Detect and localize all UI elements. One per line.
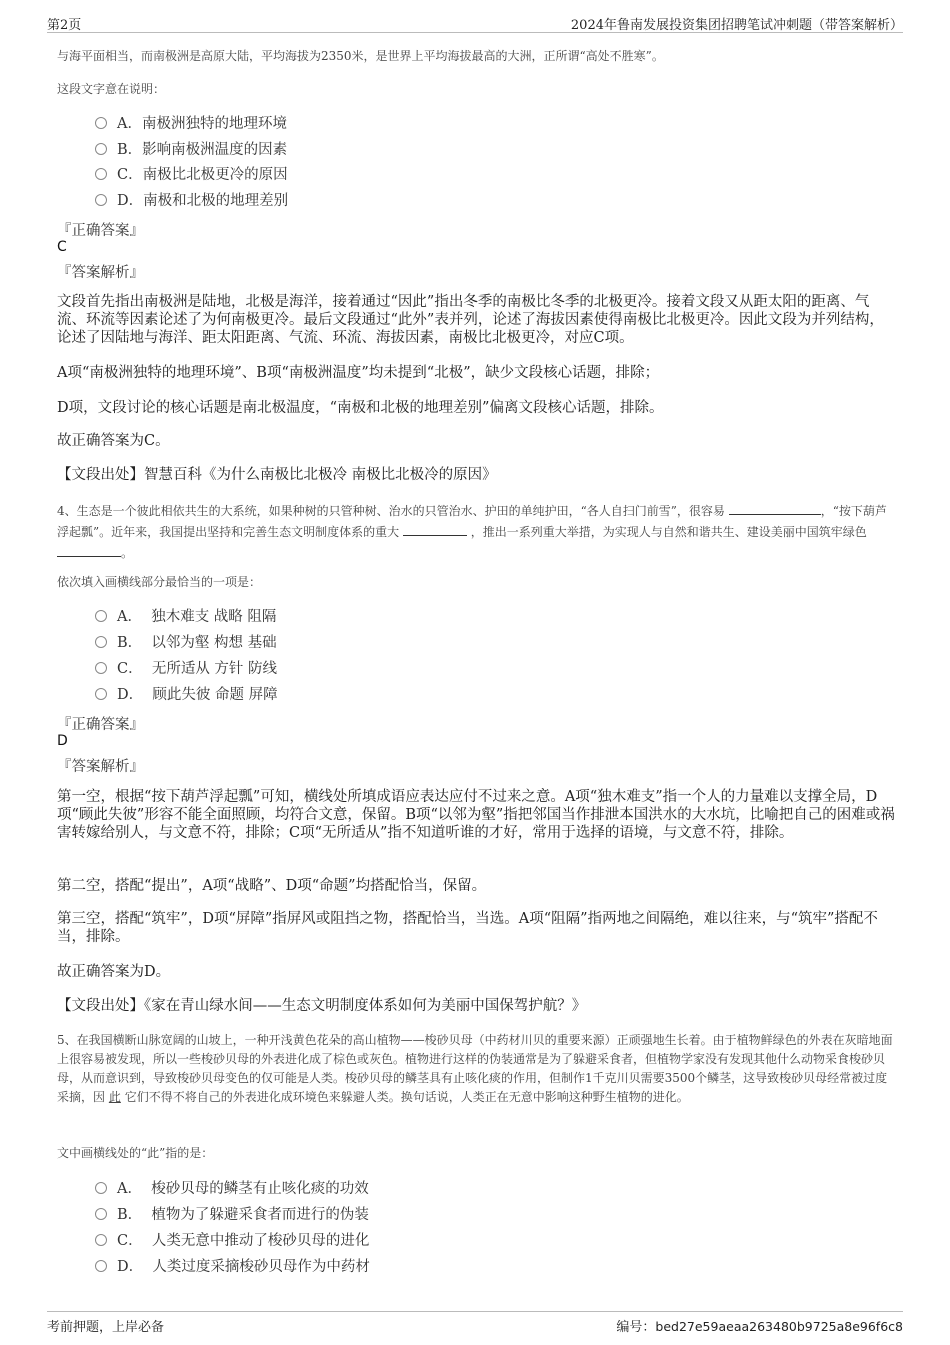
radio-icon[interactable] bbox=[95, 610, 107, 622]
q4-stem: 4、生态是一个彼此相依共生的大系统，如果种树的只管种树、治水的只管治水、护田的单纯护田，“各人自扫门前雪”，很容易 ，“按下葫芦浮起瓢”。近年来，我国提出坚持和完善生态文明制度体系的重大 ，推出一系列重大举措，为实现人与自然和谐共生、建设美丽中国筑牢绿色 。 bbox=[57, 500, 895, 563]
q3-analysis-p3: D项，文段讨论的核心话题是南北极温度，“南极和北极的地理差别”偏离文段核心话题，排除。 bbox=[57, 400, 664, 416]
q3-prompt: 这段文字意在说明： bbox=[57, 82, 166, 96]
radio-icon[interactable] bbox=[95, 194, 107, 206]
radio-icon[interactable] bbox=[95, 1234, 107, 1246]
q3-answer: C bbox=[57, 239, 67, 255]
radio-icon[interactable] bbox=[95, 1260, 107, 1272]
q5-prompt: 文中画横线处的“此”指的是： bbox=[57, 1146, 214, 1160]
q4-option-d[interactable]: D． 顾此失彼 命题 屏障 bbox=[95, 684, 278, 706]
footer-slogan: 考前押题，上岸必备 bbox=[47, 1320, 165, 1335]
page-number: 第2页 bbox=[47, 18, 82, 33]
q3-option-d[interactable]: D．南极和北极的地理差别 bbox=[95, 190, 288, 212]
radio-icon[interactable] bbox=[95, 168, 107, 180]
q3-answer-label: 『正确答案』 bbox=[57, 223, 144, 239]
page-footer bbox=[47, 1311, 903, 1336]
radio-icon[interactable] bbox=[95, 662, 107, 674]
q4-prompt: 依次填入画横线部分最恰当的一项是： bbox=[57, 575, 262, 589]
q3-analysis-p2: A项“南极洲独特的地理环境”、B项“南极洲温度”均未提到“北极”，缺少文段核心话题，排除； bbox=[57, 365, 660, 381]
q3-analysis-label: 『答案解析』 bbox=[57, 265, 144, 281]
q4-analysis-p2: 第二空，搭配“提出”，A项“战略”、D项“命题”均搭配恰当，保留。 bbox=[57, 878, 487, 894]
q4-analysis-p1: 第一空，根据“按下葫芦浮起瓢”可知，横线处所填成语应表达应付不过来之意。A项“独木难支”指一个人的力量难以支撑全局，D项“顾此失彼”形容不能全面照顾，均符合文意，保留。B项“以邻为壑”指把邻国当作排泄本国洪水的大水坑，比喻把自己的困难或祸害转嫁给别人，与文意不符，排除；C项“无所适从”指不知道听谁的才好，常用于选择的语境，与文意不符，排除。 bbox=[57, 789, 895, 841]
q5-option-c[interactable]: C． 人类无意中推动了梭砂贝母的进化 bbox=[95, 1230, 369, 1252]
q4-source: 【文段出处】《家在青山绿水间——生态文明制度体系如何为美丽中国保驾护航？》 bbox=[57, 998, 587, 1014]
q5-option-b[interactable]: B． 植物为了躲避采食者而进行的伪装 bbox=[95, 1204, 369, 1226]
q4-answer: D bbox=[57, 733, 68, 749]
q3-option-a[interactable]: A．南极洲独特的地理环境 bbox=[95, 113, 287, 135]
q4-option-b[interactable]: B． 以邻为壑 构想 基础 bbox=[95, 632, 277, 654]
q5-stem: 5、在我国横断山脉宽阔的山坡上，一种开浅黄色花朵的高山植物——梭砂贝母（中药材川贝的重要来源）正顽强地生长着。由于植物鲜绿色的外表在灰暗地面上很容易被发现，所以一些梭砂贝母的外表进化成了棕色或灰色。植物进行这样的伪装通常是为了躲避采食者，但植物学家没有发现其他什么动物采食梭砂贝母，从而意识到，导致梭砂贝母变色的仅可能是人类。梭砂贝母的鳞茎具有止咳化痰的作用，但制作1千克川贝需要3500个鳞茎，这导致梭砂贝母经常被过度采摘，因 此 它们不得不将自己的外表进化成环境色来躲避人类。换句话说，人类正在无意中影响这种野生植物的进化。 bbox=[57, 1033, 893, 1104]
blank-1 bbox=[729, 500, 821, 515]
q4-option-a[interactable]: A． 独木难支 战略 阻隔 bbox=[95, 606, 276, 628]
q4-analysis-p3: 第三空，搭配“筑牢”，D项“屏障”指屏风或阻挡之物，搭配恰当，当选。A项“阻隔”指两地之间隔绝，难以往来，与“筑牢”搭配不当，排除。 bbox=[57, 911, 878, 945]
radio-icon[interactable] bbox=[95, 117, 107, 129]
page-header bbox=[47, 12, 903, 33]
blank-3 bbox=[57, 542, 121, 557]
blank-2 bbox=[403, 521, 467, 536]
q3-source: 【文段出处】智慧百科《为什么南极比北极冷 南极比北极冷的原因》 bbox=[57, 467, 497, 483]
q4-option-c[interactable]: C． 无所适从 方针 防线 bbox=[95, 658, 277, 680]
q4-analysis-p4: 故正确答案为D。 bbox=[57, 964, 171, 980]
q3-analysis-p1: 文段首先指出南极洲是陆地，北极是海洋，接着通过“因此”指出冬季的南极比冬季的北极更冷。接着文段又从距太阳的距离、气流、环流等因素论述了为何南极更冷。最后文段通过“此外”表并列，论述了海拔因素使得南极比北极更冷。因此文段为并列结构，论述了因陆地与海洋、距太阳距离、气流、环流、海拔因素，南极比北极更冷，对应C项。 bbox=[57, 294, 884, 346]
underlined-word: 此 bbox=[108, 1090, 121, 1104]
q3-option-b[interactable]: B．影响南极洲温度的因素 bbox=[95, 139, 287, 161]
q4-analysis-label: 『答案解析』 bbox=[57, 759, 144, 775]
radio-icon[interactable] bbox=[95, 636, 107, 648]
document-title: 2024年鲁南发展投资集团招聘笔试冲刺题（带答案解析） bbox=[570, 18, 903, 33]
footer-code: 编号：bed27e59aeaa263480b9725a8e96f6c8 bbox=[616, 1319, 903, 1335]
radio-icon[interactable] bbox=[95, 688, 107, 700]
radio-icon[interactable] bbox=[95, 143, 107, 155]
q3-passage-tail: 与海平面相当，而南极洲是高原大陆，平均海拔为2350米，是世界上平均海拔最高的大洲，正所谓“高处不胜寒”。 bbox=[57, 49, 664, 63]
radio-icon[interactable] bbox=[95, 1182, 107, 1194]
q5-option-a[interactable]: A． 梭砂贝母的鳞茎有止咳化痰的功效 bbox=[95, 1178, 369, 1200]
radio-icon[interactable] bbox=[95, 1208, 107, 1220]
q3-analysis-p4: 故正确答案为C。 bbox=[57, 433, 170, 449]
q4-answer-label: 『正确答案』 bbox=[57, 717, 144, 733]
q5-option-d[interactable]: D． 人类过度采摘梭砂贝母作为中药材 bbox=[95, 1256, 370, 1278]
q3-option-c[interactable]: C．南极比北极更冷的原因 bbox=[95, 164, 288, 186]
